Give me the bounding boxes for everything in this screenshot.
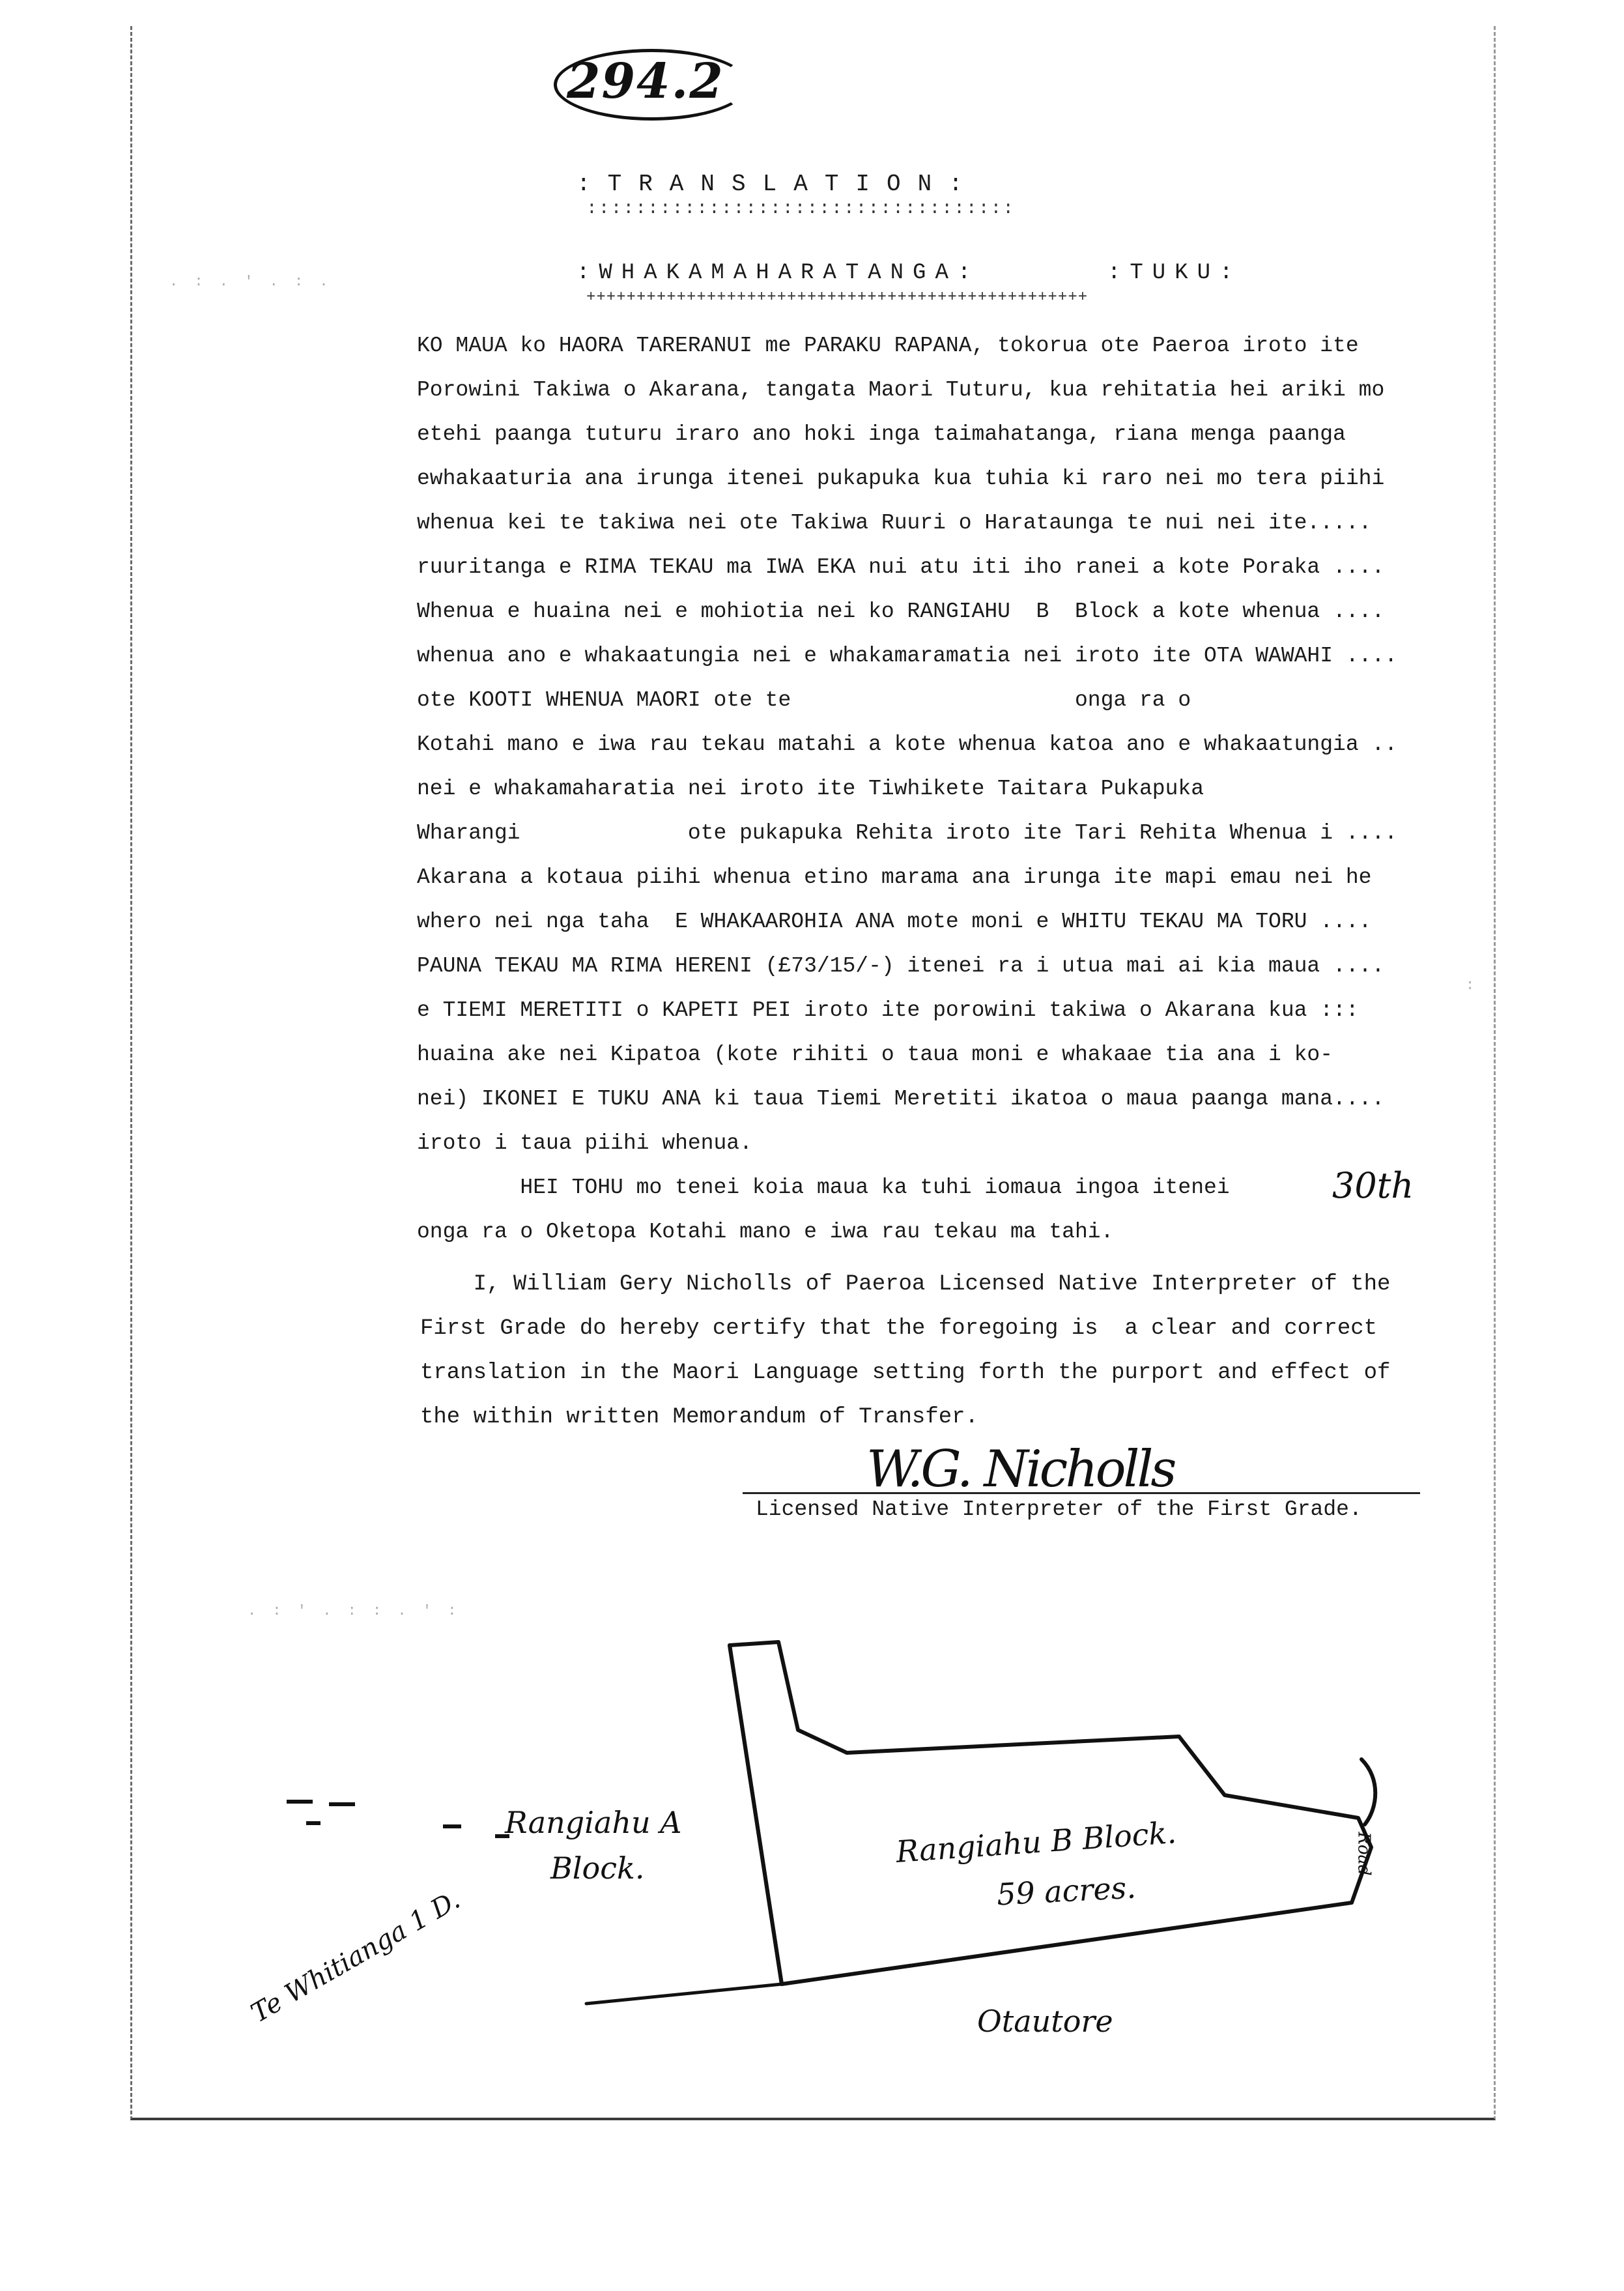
body-line: ruuritanga e RIMA TEKAU ma IWA EKA nui atu iti iho ranei a kote Poraka .... xyxy=(417,555,1385,579)
body-line: nei) IKONEI E TUKU ANA ki taua Tiemi Meretiti ikatoa o maua paanga mana.... xyxy=(417,1087,1385,1111)
certificate-line: I, William Gery Nicholls of Paeroa Licensed Native Interpreter of the xyxy=(420,1272,1391,1297)
map-label-road: Road xyxy=(1354,1832,1374,1876)
body-line: ote KOOTI WHENUA MAORI ote te onga ra o xyxy=(417,688,1191,712)
map-label-te-whitianga: Te Whitianga 1 D. xyxy=(246,1884,466,2029)
map-label-block-a: Block. xyxy=(550,1851,645,1886)
otautore-boundary-line xyxy=(586,1903,1352,2004)
body-line: whenua ano e whakaatungia nei e whakamaramatia nei iroto ite OTA WAWAHI .... xyxy=(417,644,1398,668)
title-underline: ::::::::::::::::::::::::::::::::::: xyxy=(586,199,1016,219)
map-dash xyxy=(306,1821,321,1825)
block-b-boundary xyxy=(730,1642,1371,1984)
signature-caption: Licensed Native Interpreter of the First Grade. xyxy=(756,1497,1362,1521)
body-line: e TIEMI MERETITI o KAPETI PEI iroto ite porowini takiwa o Akarana kua ::: xyxy=(417,998,1359,1022)
body-line: KO MAUA ko HAORA TARERANUI me PARAKU RAPANA, tokorua ote Paeroa iroto ite xyxy=(417,334,1359,358)
body-line: iroto i taua piihi whenua. xyxy=(417,1131,752,1155)
body-line: Wharangi ote pukapuka Rehita iroto ite Tari Rehita Whenua i .... xyxy=(417,821,1398,845)
body-line: huaina ake nei Kipatoa (kote rihiti o taua moni e whakaae tia ana i ko- xyxy=(417,1043,1333,1067)
body-line: HEI TOHU mo tenei koia maua ka tuhi iomaua ingoa itenei xyxy=(417,1175,1230,1200)
scan-speckle: . : ' . : : . ' : xyxy=(248,1603,461,1619)
scan-speckle: : xyxy=(1466,977,1479,994)
subtitle-whakamaharatanga: :WHAKAMAHARATANGA: xyxy=(577,261,980,285)
body-line: onga ra o Oketopa Kotahi mano e iwa rau tekau ma tahi. xyxy=(417,1220,1114,1244)
map-label-acres: 59 acres. xyxy=(995,1869,1137,1912)
body-line: Whenua e huaina nei e mohiotia nei ko RANGIAHU B Block a kote whenua .... xyxy=(417,599,1385,624)
body-line: ewhakaaturia ana irunga itenei pukapuka kua tuhia ki raro nei mo tera piihi xyxy=(417,467,1385,491)
body-line: PAUNA TEKAU MA RIMA HERENI (£73/15/-) itenei ra i utua mai ai kia maua .... xyxy=(417,954,1385,978)
subtitle-tuku: :TUKU: xyxy=(1107,261,1242,285)
map-dash xyxy=(329,1802,355,1806)
body-line: nei e whakamaharatia nei iroto ite Tiwhikete Taitara Pukapuka xyxy=(417,777,1204,801)
reference-number: 294.2 xyxy=(567,53,724,109)
road-line xyxy=(1361,1759,1375,1824)
map-label-otautore: Otautore xyxy=(977,2004,1113,2039)
scan-speckle: . : . ' . : . xyxy=(169,274,332,290)
handwritten-date: 30th xyxy=(1332,1165,1414,1206)
title-translation: :TRANSLATION: xyxy=(577,171,980,197)
subtitle-underline: ++++++++++++++++++++++++++++++++++++++++++++++++++ xyxy=(586,289,1089,306)
certificate-line: First Grade do hereby certify that the foregoing is a clear and correct xyxy=(420,1316,1378,1341)
map-dash xyxy=(443,1824,461,1828)
body-line: whero nei nga taha E WHAKAAROHIA ANA mote moni e WHITU TEKAU MA TORU .... xyxy=(417,910,1372,934)
body-line: Porowini Takiwa o Akarana, tangata Maori Tuturu, kua rehitatia hei ariki mo xyxy=(417,378,1385,402)
map-dash xyxy=(287,1800,313,1804)
map-label-rangiahu-b: Rangiahu B Block. xyxy=(894,1815,1178,1869)
certificate-line: the within written Memorandum of Transfer. xyxy=(420,1405,978,1430)
body-line: etehi paanga tuturu iraro ano hoki inga taimahatanga, riana menga paanga xyxy=(417,422,1346,446)
block-b-top-step xyxy=(730,1645,782,1984)
certificate-line: translation in the Maori Language setting forth the purport and effect of xyxy=(420,1361,1391,1385)
body-line: Kotahi mano e iwa rau tekau matahi a kote whenua katoa ano e whakaatungia .. xyxy=(417,732,1398,756)
body-line: whenua kei te takiwa nei ote Takiwa Ruuri o Harataunga te nui nei ite..... xyxy=(417,511,1372,535)
body-line: Akarana a kotaua piihi whenua etino marama ana irunga ite mapi emau nei he xyxy=(417,865,1372,889)
map-label-rangiahu-a: Rangiahu A xyxy=(505,1805,682,1840)
interpreter-signature: W.G. Nicholls xyxy=(866,1440,1175,1499)
